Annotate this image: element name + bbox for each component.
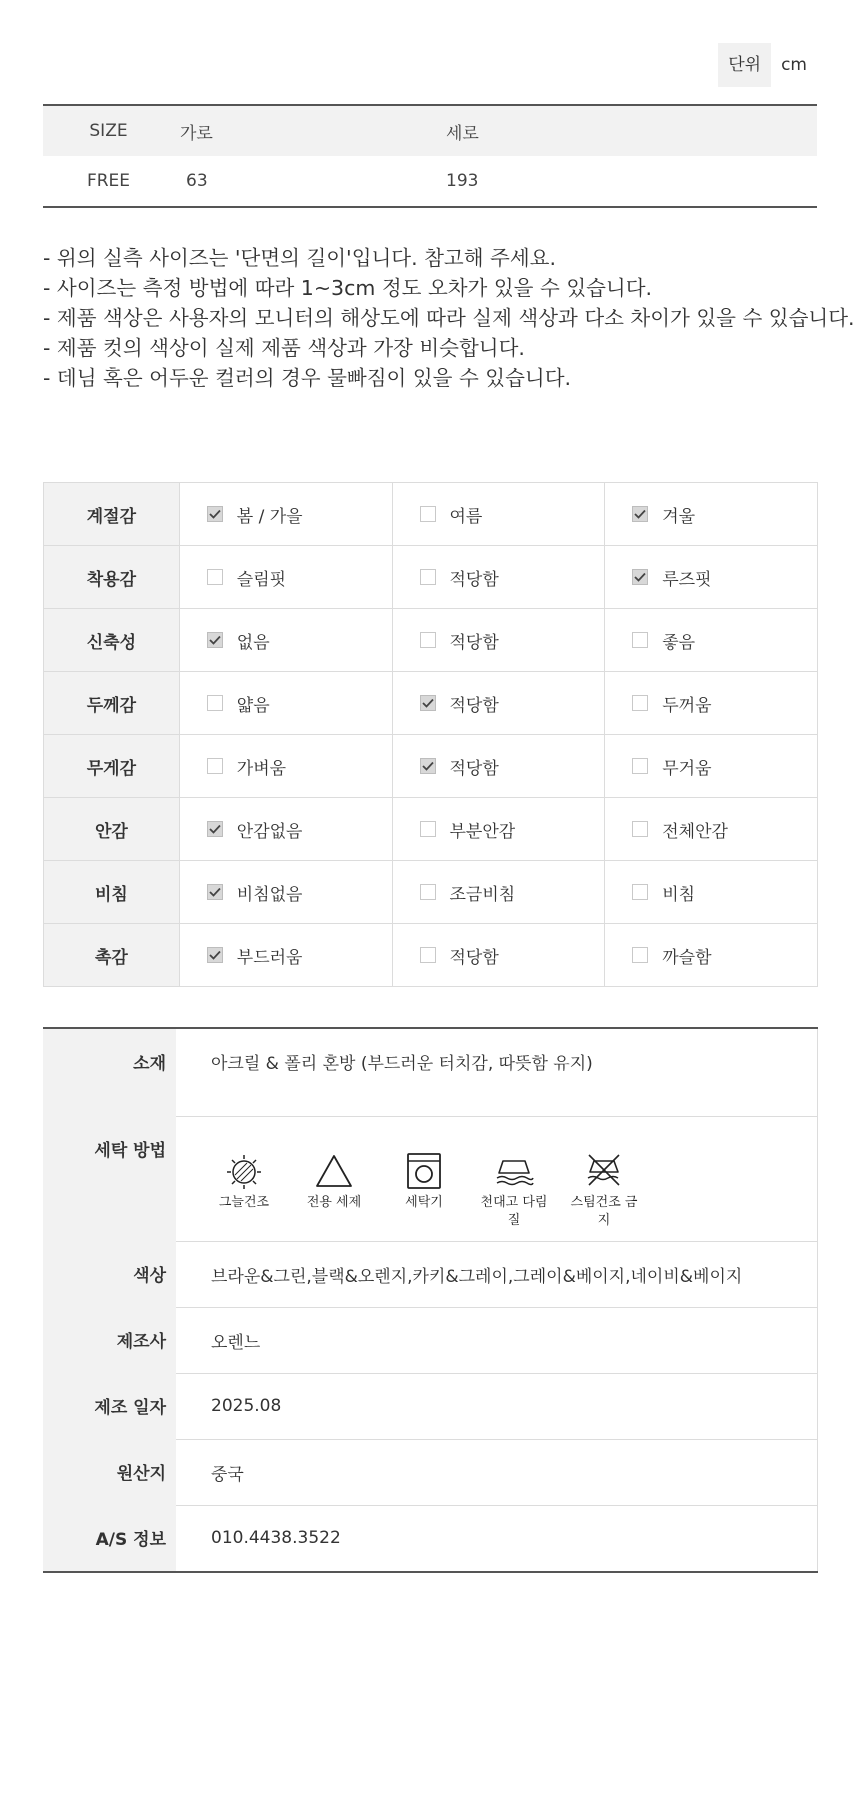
attribute-label: 두께감 (44, 672, 180, 735)
attribute-option-text: 슬림핏 (236, 569, 287, 590)
note-line: - 사이즈는 측정 방법에 따라 1~3cm 정도 오차가 있을 수 있습니다. (43, 276, 653, 300)
unchecked-checkbox-icon (207, 695, 223, 711)
attribute-option (392, 798, 605, 861)
detergent-triangle-icon (313, 1151, 355, 1191)
wash-item (469, 1151, 559, 1230)
note-line: - 제품 컷의 색상이 실제 제품 색상과 가장 비슷합니다. (43, 336, 525, 360)
attribute-option (605, 924, 818, 987)
attribute-label: 안감 (44, 798, 180, 861)
attribute-option-text: 까슬함 (662, 947, 712, 968)
attribute-row (44, 735, 818, 798)
attribute-option (605, 735, 818, 798)
unchecked-checkbox-icon (420, 821, 436, 837)
as-value: 010.4438.3522 (176, 1505, 818, 1572)
attribute-row (44, 924, 818, 987)
color-label: 색상 (43, 1241, 176, 1307)
info-row-material (43, 1028, 818, 1116)
attribute-option-text: 여름 (449, 506, 483, 527)
attribute-option-text: 적당함 (449, 569, 499, 590)
attribute-option-text: 안감없음 (236, 821, 303, 842)
wash-item-text: 스팀건조 금지 (570, 1194, 638, 1228)
attribute-row (44, 546, 818, 609)
note-line: - 위의 실측 사이즈는 '단면의 길이'입니다. 참고해 주세요. (43, 246, 556, 270)
checked-checkbox-icon (632, 506, 648, 522)
washing-value (176, 1116, 818, 1241)
attribute-option-text: 비침 (662, 884, 696, 905)
date-label: 제조 일자 (43, 1373, 176, 1439)
checked-checkbox-icon (632, 569, 648, 585)
attribute-option-text: 가벼움 (236, 758, 287, 779)
unit-label: 단위 (718, 43, 771, 87)
attribute-option-text: 조금비침 (449, 884, 516, 905)
attribute-option-text: 전체안감 (662, 821, 728, 842)
unchecked-checkbox-icon (207, 758, 223, 774)
checked-checkbox-icon (207, 506, 223, 522)
attribute-option (605, 672, 818, 735)
unchecked-checkbox-icon (420, 506, 436, 522)
length-cell: 193 (446, 171, 479, 191)
width-header: 가로 (180, 123, 213, 144)
wash-item (379, 1151, 469, 1230)
wash-item (199, 1151, 289, 1230)
attribute-label: 계절감 (44, 483, 180, 546)
wash-item (559, 1151, 649, 1230)
material-label: 소재 (43, 1028, 176, 1116)
attribute-option (605, 798, 818, 861)
unchecked-checkbox-icon (632, 884, 648, 900)
product-info-table (43, 1027, 818, 1573)
iron-cloth-icon (493, 1151, 535, 1191)
note-line: - 데님 혹은 어두운 컬러의 경우 물빠짐이 있을 수 있습니다. (43, 366, 572, 390)
info-row-color (43, 1241, 818, 1307)
unchecked-checkbox-icon (420, 884, 436, 900)
attribute-option (392, 924, 605, 987)
attribute-option-text: 적당함 (449, 758, 499, 779)
length-header: 세로 (446, 123, 479, 144)
attribute-option-text: 적당함 (449, 632, 499, 653)
size-cell: FREE (86, 171, 131, 191)
checked-checkbox-icon (420, 758, 436, 774)
washing-machine-icon (403, 1151, 445, 1191)
checked-checkbox-icon (207, 947, 223, 963)
wash-icon-list (199, 1151, 816, 1230)
unit-value: cm (781, 55, 807, 75)
unchecked-checkbox-icon (632, 821, 648, 837)
washing-label: 세탁 방법 (43, 1116, 176, 1241)
attribute-option-text: 봄 / 가을 (236, 506, 303, 527)
wash-item (289, 1151, 379, 1230)
maker-value: 오렌느 (176, 1307, 818, 1373)
attribute-label: 촉감 (44, 924, 180, 987)
unchecked-checkbox-icon (632, 758, 648, 774)
width-cell: 63 (186, 171, 208, 191)
attribute-option (392, 609, 605, 672)
attribute-option (392, 672, 605, 735)
unit-indicator (718, 43, 817, 87)
attribute-option-text: 적당함 (449, 695, 499, 716)
attribute-option (605, 546, 818, 609)
attribute-label: 비침 (44, 861, 180, 924)
attribute-option (392, 735, 605, 798)
note-line: - 제품 색상은 사용자의 모니터의 해상도에 따라 실제 색상과 다소 차이가 있을 수 있습니다. (43, 306, 855, 330)
attribute-option-text: 없음 (236, 632, 270, 653)
size-row (43, 156, 817, 207)
unchecked-checkbox-icon (207, 569, 223, 585)
attribute-label: 신축성 (44, 609, 180, 672)
attribute-option (179, 798, 392, 861)
attribute-option (179, 483, 392, 546)
wash-item-text: 천대고 다림질 (480, 1194, 548, 1228)
attribute-row (44, 609, 818, 672)
no-steam-dry-icon (583, 1151, 625, 1191)
size-table-header (43, 105, 817, 156)
info-row-origin (43, 1439, 818, 1505)
attribute-option (179, 609, 392, 672)
attribute-option (392, 861, 605, 924)
wash-item-text: 전용 세제 (306, 1194, 362, 1210)
attribute-option-text: 루즈핏 (662, 569, 712, 590)
attribute-option (605, 483, 818, 546)
attribute-row (44, 483, 818, 546)
material-value: 아크릴 & 폴리 혼방 (부드러운 터치감, 따뜻함 유지) (176, 1028, 818, 1116)
attribute-option (179, 735, 392, 798)
attribute-option-text: 두꺼움 (662, 695, 712, 716)
attribute-option-text: 부드러움 (236, 947, 303, 968)
attribute-option (179, 924, 392, 987)
unchecked-checkbox-icon (632, 695, 648, 711)
attribute-option-text: 적당함 (449, 947, 499, 968)
checked-checkbox-icon (207, 632, 223, 648)
color-value: 브라운&그린,블랙&오렌지,카키&그레이,그레이&베이지,네이비&베이지 (176, 1241, 818, 1307)
size-notes (43, 243, 855, 393)
attribute-option-text: 겨울 (662, 506, 696, 527)
maker-label: 제조사 (43, 1307, 176, 1373)
unchecked-checkbox-icon (420, 947, 436, 963)
origin-label: 원산지 (43, 1439, 176, 1505)
checked-checkbox-icon (207, 884, 223, 900)
date-value: 2025.08 (176, 1373, 818, 1439)
checked-checkbox-icon (207, 821, 223, 837)
attribute-row (44, 798, 818, 861)
attribute-row (44, 672, 818, 735)
info-row-washing (43, 1116, 818, 1241)
attribute-option (179, 672, 392, 735)
checked-checkbox-icon (420, 695, 436, 711)
attribute-option (179, 861, 392, 924)
shade-dry-icon (223, 1151, 265, 1191)
unchecked-checkbox-icon (420, 569, 436, 585)
attribute-label: 무게감 (44, 735, 180, 798)
attribute-option (392, 546, 605, 609)
unchecked-checkbox-icon (632, 947, 648, 963)
wash-item-text: 세탁기 (405, 1194, 443, 1210)
attribute-option-text: 얇음 (236, 695, 270, 716)
attribute-option-text: 좋음 (662, 632, 696, 653)
unchecked-checkbox-icon (632, 632, 648, 648)
size-table (43, 104, 817, 208)
attribute-option (605, 861, 818, 924)
wash-item-text: 그늘건조 (218, 1194, 270, 1210)
info-row-date (43, 1373, 818, 1439)
attribute-option (605, 609, 818, 672)
attribute-table (43, 482, 818, 987)
info-row-maker (43, 1307, 818, 1373)
size-header: SIZE (89, 121, 128, 141)
attribute-option-text: 무거움 (662, 758, 712, 779)
unchecked-checkbox-icon (420, 632, 436, 648)
attribute-row (44, 861, 818, 924)
attribute-option (392, 483, 605, 546)
attribute-option-text: 부분안감 (449, 821, 516, 842)
attribute-option-text: 비침없음 (236, 884, 303, 905)
as-label: A/S 정보 (43, 1505, 176, 1572)
origin-value: 중국 (176, 1439, 818, 1505)
attribute-label: 착용감 (44, 546, 180, 609)
info-row-as (43, 1505, 818, 1572)
attribute-option (179, 546, 392, 609)
